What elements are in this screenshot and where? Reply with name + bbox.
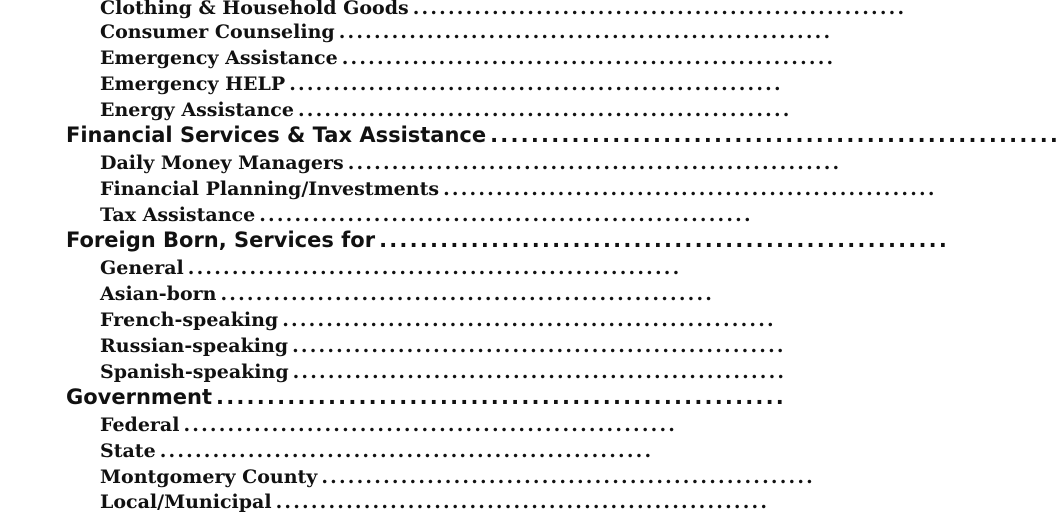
dot-leader: ........................................................: [282, 309, 776, 331]
entry-label: State: [100, 440, 156, 462]
dot-leader: ........................................................: [275, 491, 770, 513]
dot-leader: ........................................................: [297, 99, 792, 121]
dot-leader: ........................................................: [292, 361, 787, 383]
entry-label: Energy Assistance: [100, 99, 294, 121]
dot-leader: ........................................................: [338, 21, 833, 43]
dot-leader: ........................................................: [490, 123, 1060, 147]
dot-leader: ........................................................: [347, 152, 842, 174]
entry-label: French-speaking: [100, 309, 279, 331]
heading-label: Foreign Born, Services for: [66, 228, 376, 252]
dot-leader: ........................................................: [220, 283, 715, 305]
index-heading-financial-services: [0, 122, 1060, 147]
index-entry-russian-speaking: [0, 332, 786, 357]
entry-label: Emergency Assistance: [100, 47, 338, 69]
entry-label: Montgomery County: [100, 466, 318, 488]
heading-label: Financial Services & Tax Assistance: [66, 123, 487, 147]
dot-leader: ........................................................: [187, 257, 682, 279]
index-entry-emergency-help: [0, 70, 783, 95]
entry-label: Spanish-speaking: [100, 361, 289, 383]
dot-leader: ........................................................: [183, 414, 678, 436]
index-entry-french-speaking: [0, 306, 776, 331]
index-entry-tax-assistance: [0, 201, 753, 226]
entry-label: Russian-speaking: [100, 335, 289, 357]
entry-label: Financial Planning/Investments: [100, 178, 440, 200]
dot-leader: ........................................................: [443, 178, 937, 200]
index-entry-energy-assistance: [0, 96, 792, 121]
index-entry-daily-money-managers: [0, 149, 842, 174]
index-entry-federal: [0, 411, 678, 436]
dot-leader: ........................................................: [159, 440, 654, 462]
entry-label: Asian-born: [100, 283, 217, 305]
dot-leader: ........................................................: [379, 228, 950, 252]
dot-leader: ........................................................: [412, 0, 907, 19]
entry-label: Emergency HELP: [100, 73, 286, 95]
entry-label: Clothing & Household Goods: [100, 0, 409, 19]
index-entry-local-municipal: [0, 488, 770, 513]
entry-label: General: [100, 257, 184, 279]
dot-leader: ........................................................: [341, 47, 836, 69]
entry-label: Tax Assistance: [100, 204, 256, 226]
entry-label: Local/Municipal: [100, 491, 272, 513]
entry-label: Federal: [100, 414, 180, 436]
index-entry-financial-planning: [0, 175, 937, 200]
index-heading-government: [0, 384, 786, 409]
entry-label: Consumer Counseling: [100, 21, 335, 43]
heading-label: Government: [66, 385, 213, 409]
dot-leader: ........................................................: [216, 385, 786, 409]
dot-leader: ........................................................: [259, 204, 753, 226]
index-entry-spanish-speaking: [0, 358, 787, 383]
index-entry-clothing-household-goods: [0, 0, 907, 19]
dot-leader: ........................................................: [292, 335, 786, 357]
entry-label: Daily Money Managers: [100, 152, 344, 174]
dot-leader: ........................................................: [289, 73, 783, 95]
index-entry-montgomery-county: [0, 463, 815, 488]
index-entry-general: [0, 254, 682, 279]
dot-leader: ........................................................: [321, 466, 815, 488]
index-entry-consumer-counseling: [0, 18, 833, 43]
index-entry-state: [0, 437, 654, 462]
index-heading-foreign-born: [0, 227, 950, 252]
index-entry-asian-born: [0, 280, 715, 305]
index-entry-emergency-assistance: [0, 44, 836, 69]
